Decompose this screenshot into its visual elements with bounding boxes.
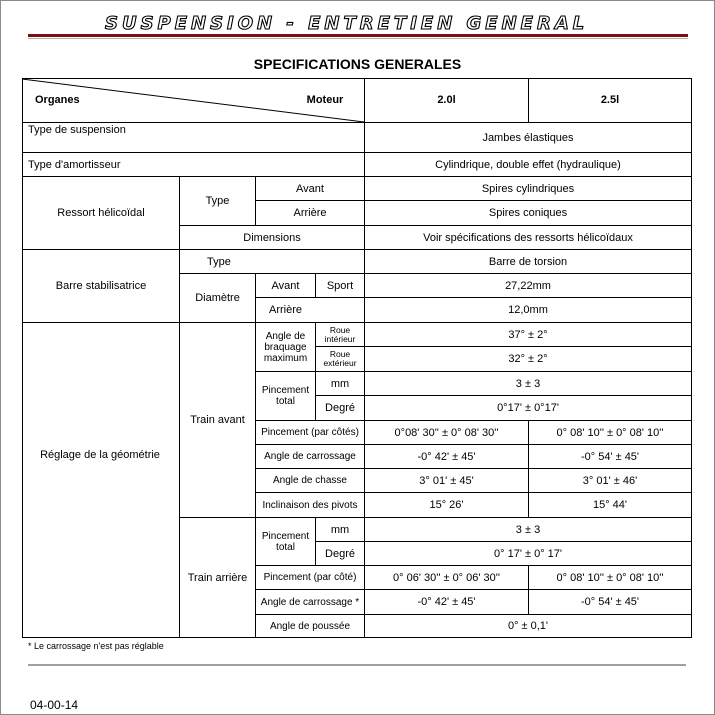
pivots-2-0: 15° 26' — [429, 499, 464, 511]
footnote: * Le carrossage n'est pas réglable — [28, 641, 164, 651]
ressort-type-label: Type — [205, 195, 230, 207]
ressort-dimensions-label: Dimensions — [243, 231, 301, 244]
pinc-cote-ar-2-5: 0° 08' 10'' ± 0° 08' 10'' — [556, 571, 664, 584]
carrossage-ar-label: Angle de carrossage * — [260, 596, 360, 608]
pinc-av-degre-label: Degré — [325, 402, 355, 414]
pinc-ar-mm-value: 3 ± 3 — [515, 523, 541, 536]
engine-2-5: 2.5l — [600, 94, 620, 106]
row-label-suspension: Type de suspension — [28, 124, 126, 136]
train-arriere-label: Train arrière — [187, 572, 248, 584]
poussee-value: 0° ± 0,1' — [507, 620, 549, 632]
barre-diametre-label: Diamètre — [195, 292, 240, 304]
barre-avant-label: Avant — [271, 279, 300, 292]
group-ressort: Ressort hélicoïdal — [57, 207, 145, 219]
barre-type-label: Type — [207, 255, 231, 268]
pincement-total-arriere-label: Pincement total — [261, 530, 310, 553]
pinc-cotes-av-label: Pincement (par côtés) — [261, 427, 359, 438]
footer-rule — [28, 664, 686, 666]
chasse-2-0: 3° 01' ± 45' — [419, 474, 474, 487]
header-title: SUSPENSION - ENTRETIEN GENERAL — [105, 13, 589, 34]
angle-braquage-label: Angle de braquage maximum — [263, 330, 308, 364]
pinc-av-mm-value: 3 ± 3 — [515, 377, 541, 390]
value-amortisseur: Cylindrique, double effet (hydraulique) — [435, 158, 621, 171]
barre-sport-label: Sport — [326, 279, 354, 292]
barre-type-value: Barre de torsion — [488, 255, 568, 268]
value-suspension: Jambes élastiques — [482, 132, 574, 144]
chasse-2-5: 3° 01' ± 46' — [582, 474, 638, 487]
ressort-avant-label: Avant — [296, 182, 324, 195]
train-avant-label: Train avant — [190, 414, 245, 426]
carrossage-ar-2-5: -0° 54' ± 45' — [580, 596, 640, 608]
barre-arriere-label: Arrière — [268, 304, 302, 316]
row-label-amortisseur: Type d'amortisseur — [28, 158, 121, 171]
pinc-cotes-av-2-5: 0° 08' 10'' ± 0° 08' 10'' — [556, 426, 664, 439]
header-moteur: Moteur — [306, 94, 344, 106]
pinc-cote-ar-2-0: 0° 06' 30'' ± 0° 06' 30'' — [393, 571, 500, 584]
poussee-label: Angle de poussée — [269, 620, 351, 632]
pinc-ar-degre-value: 0° 17' ± 0° 17' — [494, 547, 562, 560]
roue-interieur-value: 37° ± 2° — [508, 328, 548, 341]
pinc-cotes-av-2-0: 0°08' 30'' ± 0° 08' 30'' — [394, 426, 499, 439]
page-title: SPECIFICATIONS GENERALES — [253, 56, 462, 72]
pinc-av-degre-value: 0°17' ± 0°17' — [497, 402, 559, 414]
barre-sport-value: 27,22mm — [505, 279, 551, 292]
ressort-arriere-value: Spires coniques — [488, 207, 568, 219]
carrossage-av-2-0: -0° 42' ± 45' — [417, 450, 476, 463]
carrossage-ar-2-0: -0° 42' ± 45' — [417, 596, 476, 608]
pinc-ar-degre-label: Degré — [325, 547, 355, 560]
header-organes: Organes — [35, 94, 80, 106]
engine-2-0: 2.0l — [437, 94, 456, 106]
carrossage-av-label: Angle de carrossage — [264, 451, 356, 462]
chasse-label: Angle de chasse — [273, 475, 347, 486]
barre-arriere-value: 12,0mm — [508, 304, 548, 316]
page-number: 04-00-14 — [30, 698, 79, 712]
ressort-avant-value: Spires cylindriques — [481, 182, 575, 195]
roue-interieur-label: Roue intérieur — [324, 324, 356, 344]
pivots-label: Inclinaison des pivots — [262, 499, 358, 511]
roue-exterieur-label: Roue extérieur — [323, 349, 357, 368]
pivots-2-5: 15° 44' — [592, 499, 628, 511]
roue-exterieur-value: 32° ± 2° — [508, 353, 548, 365]
ressort-dimensions-value: Voir spécifications des ressorts hélicoïdaux — [423, 231, 633, 244]
pincement-total-avant-label: Pincement total — [261, 385, 310, 407]
pinc-av-mm-label: mm — [330, 377, 350, 390]
carrossage-av-2-5: -0° 54' ± 45' — [580, 450, 640, 463]
group-barre: Barre stabilisatrice — [55, 280, 147, 292]
pinc-ar-mm-label: mm — [330, 523, 350, 536]
pinc-cote-ar-label: Pincement (par côté) — [263, 572, 357, 583]
ressort-arriere-label: Arrière — [293, 207, 327, 219]
group-reglage: Réglage de la géométrie — [40, 449, 160, 461]
